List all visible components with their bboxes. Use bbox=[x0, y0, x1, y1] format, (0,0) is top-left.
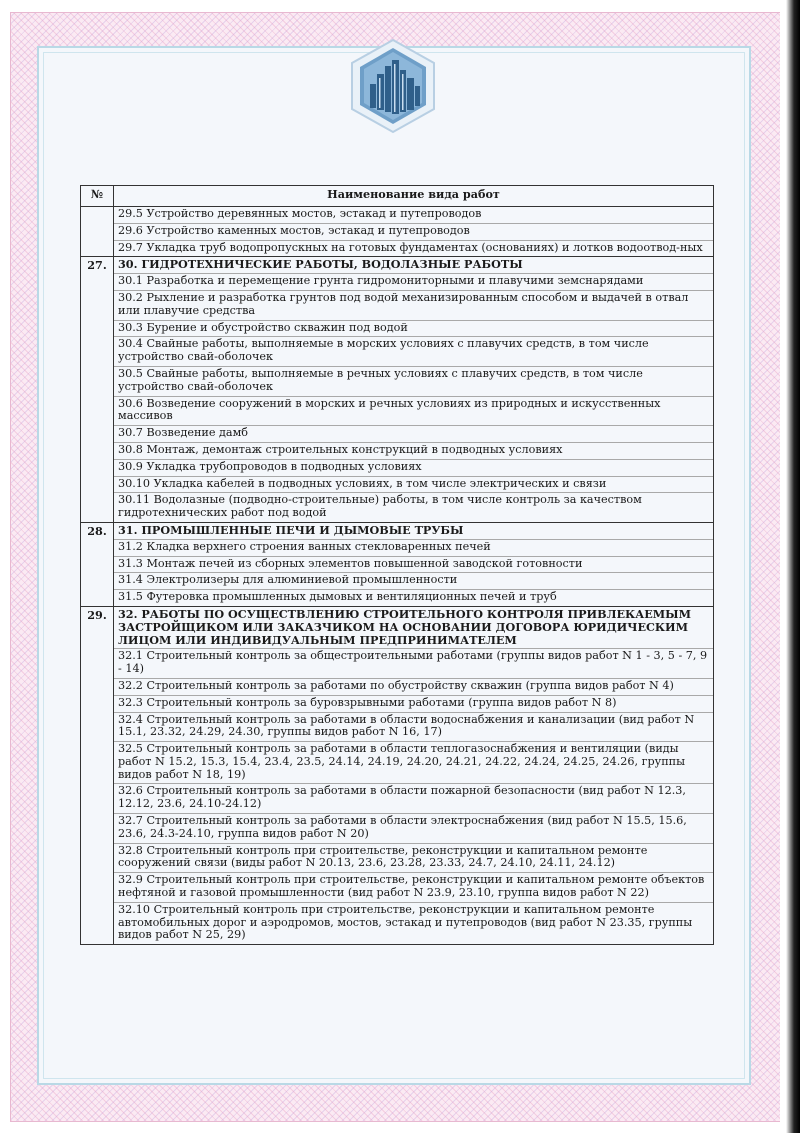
work-item: 31.5 Футеровка промышленных дымовых и вентиляционных печей и труб bbox=[118, 590, 557, 604]
table-header-row bbox=[81, 186, 714, 207]
work-item: 32.6 Строительный контроль за работами в области пожарной безопасности (вид работ N 12.3, 12.12, 23.6, 24.10-24.12) bbox=[114, 784, 713, 814]
work-item: 30.11 Водолазные (подводно-строительные) работы, в том числе контроль за качеством гидротехнических работ под водой bbox=[118, 493, 642, 520]
section-heading: 32. РАБОТЫ ПО ОСУЩЕСТВЛЕНИЮ СТРОИТЕЛЬНОГО КОНТРОЛЯ ПРИВЛЕКАЕМЫМ ЗАСТРОЙЩИКОМ ИЛИ ЗАКАЗЧИКОМ НА ОСНОВАНИИ ДОГОВОРА ЮРИДИЧЕСКИМ ЛИЦОМ ИЛИ ИНДИВИДУАЛЬНЫМ ПРЕДПРИНИМАТЕЛЕМ bbox=[114, 607, 713, 649]
work-item: 30.10 Укладка кабелей в подводных условиях, в том числе электрических и связи bbox=[114, 477, 713, 494]
work-item: 32.8 Строительный контроль при строительстве, реконструкции и капитальном ремонте сооружений связи (виды работ N 20.13, 23.6, 23.28, 23.33, 24.7, 24.10, 24.11, 24.12) bbox=[114, 844, 713, 874]
work-item: 32.9 Строительный контроль при строительстве, реконструкции и капитальном ремонте объектов нефтяной и газовой промышленности (вид работ N 23.9, 23.10, группа видов работ N 22) bbox=[114, 873, 713, 903]
works-table bbox=[80, 185, 714, 945]
row-number: 28. bbox=[81, 522, 114, 606]
work-item: 30.2 Рыхление и разработка грунтов под водой механизированным способом и выдачей в отвал или плавучие средства bbox=[114, 291, 713, 321]
work-item: 32.3 Строительный контроль за буровзрывными работами (группа видов работ N 8) bbox=[114, 696, 713, 713]
work-item: 31.4 Электролизеры для алюминиевой промышленности bbox=[114, 573, 713, 590]
row-content bbox=[114, 257, 714, 523]
work-item: 30.3 Бурение и обустройство скважин под водой bbox=[114, 321, 713, 338]
work-item: 30.1 Разработка и перемещение грунта гидромониторными и плавучими земснарядами bbox=[114, 274, 713, 291]
table-row bbox=[81, 207, 714, 257]
work-item: 30.5 Свайные работы, выполняемые в речных условиях с плавучих средств, в том числе устройство свай-оболочек bbox=[114, 367, 713, 397]
section-heading: 31. ПРОМЫШЛЕННЫЕ ПЕЧИ И ДЫМОВЫЕ ТРУБЫ bbox=[114, 523, 713, 540]
work-item: 29.7 Укладка труб водопропускных на готовых фундаментах (основаниях) и лотков водоотвод-ных bbox=[118, 240, 703, 254]
row-number bbox=[81, 207, 114, 257]
column-header-work-name: Наименование вида работ bbox=[114, 186, 714, 207]
work-item: 30.9 Укладка трубопроводов в подводных условиях bbox=[114, 460, 713, 477]
work-item: 30.7 Возведение дамб bbox=[114, 426, 713, 443]
section-heading: 30. ГИДРОТЕХНИЧЕСКИЕ РАБОТЫ, ВОДОЛАЗНЫЕ РАБОТЫ bbox=[114, 257, 713, 274]
row-number: 27. bbox=[81, 257, 114, 523]
city-emblem-icon bbox=[350, 38, 436, 134]
table-row bbox=[81, 522, 714, 606]
work-item: 31.3 Монтаж печей из сборных элементов повышенной заводской готовности bbox=[114, 557, 713, 574]
row-content bbox=[114, 606, 714, 944]
work-item: 32.2 Строительный контроль за работами по обустройству скважин (группа видов работ N 4) bbox=[114, 679, 713, 696]
work-item: 32.1 Строительный контроль за общестроительными работами (группы видов работ N 1 - 3, 5 - 7, 9 - 14) bbox=[114, 649, 713, 679]
work-item: 30.4 Свайные работы, выполняемые в морских условиях с плавучих средств, в том числе устройство свай-оболочек bbox=[114, 337, 713, 367]
row-content bbox=[114, 207, 714, 257]
work-item: 32.10 Строительный контроль при строительстве, реконструкции и капитальном ремонте автомобильных дорог и аэродромов, мостов, эстакад и путепроводов (вид работ N 23.35, группы видов работ N 25, 29) bbox=[118, 902, 693, 942]
work-item: 30.6 Возведение сооружений в морских и речных условиях из природных и искусственных массивов bbox=[114, 397, 713, 427]
work-item: 29.6 Устройство каменных мостов, эстакад и путепроводов bbox=[114, 224, 713, 241]
work-item: 32.7 Строительный контроль за работами в области электроснабжения (вид работ N 15.5, 15.6, 23.6, 24.3-24.10, группа видов работ N 20) bbox=[114, 814, 713, 844]
work-item: 32.4 Строительный контроль за работами в области водоснабжения и канализации (вид работ N 15.1, 23.32, 24.29, 24.30, группы видов работ N 16, 17) bbox=[114, 713, 713, 743]
row-number: 29. bbox=[81, 606, 114, 944]
row-content bbox=[114, 522, 714, 606]
work-item: 30.8 Монтаж, демонтаж строительных конструкций в подводных условиях bbox=[114, 443, 713, 460]
column-header-number: № bbox=[81, 186, 114, 207]
scan-edge-shadow bbox=[780, 0, 800, 1133]
table-row bbox=[81, 606, 714, 944]
work-item: 31.2 Кладка верхнего строения ванных стекловаренных печей bbox=[114, 540, 713, 557]
work-item: 32.5 Строительный контроль за работами в области теплогазоснабжения и вентиляции (виды работ N 15.2, 15.3, 15.4, 23.4, 23.5, 24.14, 24.19, 24.20, 24.21, 24.22, 24.24, 24.25, 24.26, группы видов работ N 18, 19) bbox=[114, 742, 713, 784]
work-item: 29.5 Устройство деревянных мостов, эстакад и путепроводов bbox=[114, 207, 713, 224]
table-row bbox=[81, 257, 714, 523]
